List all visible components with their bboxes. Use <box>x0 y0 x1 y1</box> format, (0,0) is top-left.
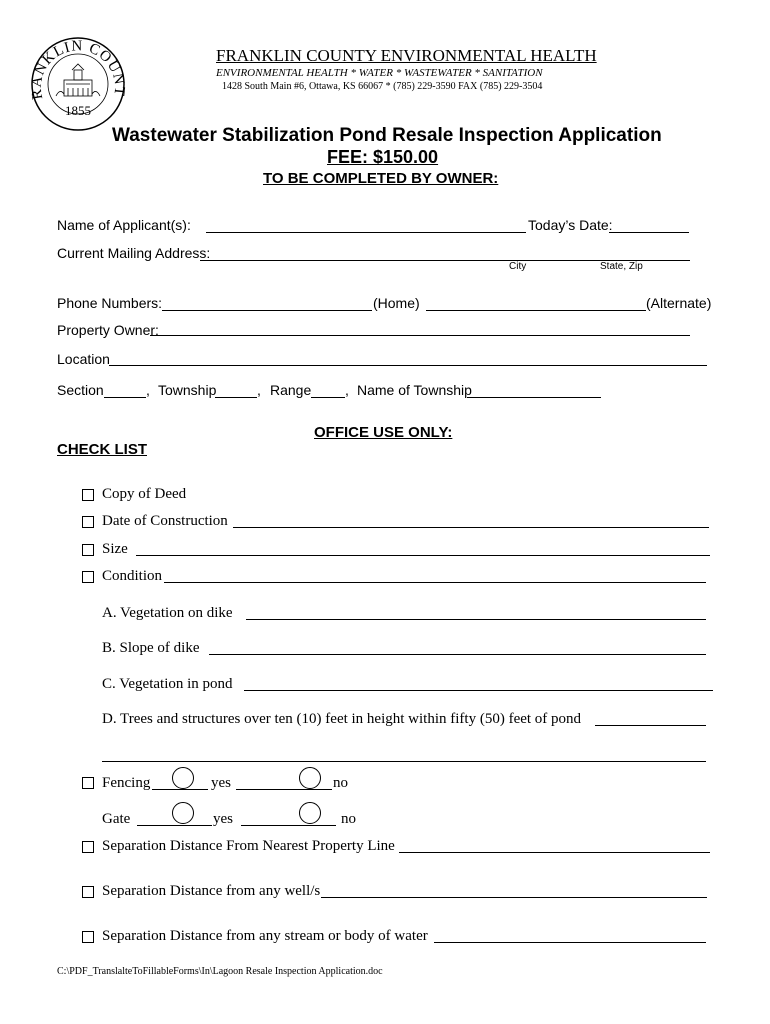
vegetation-dike-field[interactable] <box>246 619 706 620</box>
date-of-construction-field[interactable] <box>233 527 709 528</box>
township-name-field[interactable] <box>467 397 601 398</box>
owner-label: Property Owner: <box>57 322 159 338</box>
sep-well-label: Separation Distance from any well/s <box>102 883 321 899</box>
township-field[interactable] <box>215 397 257 398</box>
fee-label: FEE: $150.00 <box>327 147 439 167</box>
office-use-heading: OFFICE USE ONLY: <box>314 424 453 441</box>
section-field[interactable] <box>104 397 146 398</box>
trees-field-2[interactable] <box>102 761 706 762</box>
alternate-label: (Alternate) <box>646 295 712 311</box>
fencing-yes-line <box>152 789 208 790</box>
alternate-phone-field[interactable] <box>426 310 646 311</box>
owner-note: TO BE COMPLETED BY OWNER: <box>263 170 499 187</box>
vegetation-dike-label: A. Vegetation on dike <box>102 605 233 621</box>
city-label: City <box>509 261 527 272</box>
sep-stream-label: Separation Distance from any stream or body of water <box>102 928 428 944</box>
condition-field[interactable] <box>164 582 706 583</box>
page-title: Wastewater Stabilization Pond Resale Inspection Application <box>112 125 662 146</box>
sep-property-label: Separation Distance From Nearest Property Line <box>102 838 395 854</box>
trees-field-1[interactable] <box>595 725 706 726</box>
range-separator: , <box>345 382 349 398</box>
range-label: Range <box>270 382 312 398</box>
location-field[interactable] <box>109 365 707 366</box>
fencing-checkbox[interactable] <box>82 777 94 789</box>
vegetation-pond-field[interactable] <box>244 690 713 691</box>
org-address: 1428 South Main #6, Ottawa, KS 66067 * (785) 229-3590 FAX (785) 229-3504 <box>222 81 543 92</box>
applicant-label: Name of Applicant(s): <box>57 217 191 233</box>
seal-graphic <box>30 36 126 132</box>
slope-dike-field[interactable] <box>209 654 706 655</box>
state-zip-label: State, Zip <box>600 261 643 272</box>
fencing-yes-radio[interactable] <box>172 767 194 789</box>
gate-yes-radio[interactable] <box>172 802 194 824</box>
applicant-field[interactable] <box>206 232 526 233</box>
size-label: Size <box>102 541 128 557</box>
file-path-footer: C:\PDF_TranslalteToFillableForms\In\Lagoon Resale Inspection Application.doc <box>57 966 383 977</box>
mailing-label: Current Mailing Address: <box>57 245 211 261</box>
seal-top-text: RANKLIN COUNT <box>30 38 126 101</box>
condition-checkbox[interactable] <box>82 571 94 583</box>
size-checkbox[interactable] <box>82 544 94 556</box>
home-phone-field[interactable] <box>162 310 372 311</box>
checklist-heading: CHECK LIST <box>57 441 147 458</box>
gate-label: Gate <box>102 811 131 827</box>
section-label: Section <box>57 382 104 398</box>
trees-label: D. Trees and structures over ten (10) feet in height within fifty (50) feet of pond <box>102 711 582 727</box>
home-label: (Home) <box>373 295 420 311</box>
range-field[interactable] <box>311 397 345 398</box>
gate-no-label: no <box>341 811 356 827</box>
sep-stream-field[interactable] <box>434 942 706 943</box>
fencing-label: Fencing <box>102 775 151 791</box>
sep-stream-checkbox[interactable] <box>82 931 94 943</box>
township-label: Township <box>158 382 217 398</box>
township-name-label: Name of Township <box>357 382 472 398</box>
fencing-no-line <box>236 789 332 790</box>
location-label: Location <box>57 351 110 367</box>
seal-year: 1855 <box>65 103 91 118</box>
township-separator: , <box>257 382 261 398</box>
org-tagline: ENVIRONMENTAL HEALTH * WATER * WASTEWATER * SANITATION <box>216 67 543 79</box>
date-of-construction-label: Date of Construction <box>102 513 228 529</box>
fencing-yes-label: yes <box>211 775 231 791</box>
fencing-no-label: no <box>333 775 348 791</box>
fencing-no-radio[interactable] <box>299 767 321 789</box>
date-of-construction-checkbox[interactable] <box>82 516 94 528</box>
vegetation-pond-label: C. Vegetation in pond <box>102 676 233 692</box>
date-field[interactable] <box>609 232 689 233</box>
size-field[interactable] <box>136 555 710 556</box>
owner-field[interactable] <box>150 335 690 336</box>
sep-property-checkbox[interactable] <box>82 841 94 853</box>
slope-dike-label: B. Slope of dike <box>102 640 200 656</box>
copy-of-deed-checkbox[interactable] <box>82 489 94 501</box>
copy-of-deed-label: Copy of Deed <box>102 486 187 502</box>
condition-label: Condition <box>102 568 163 584</box>
gate-no-radio[interactable] <box>299 802 321 824</box>
gate-yes-label: yes <box>213 811 233 827</box>
gate-no-line <box>241 825 336 826</box>
sep-well-field[interactable] <box>321 897 707 898</box>
gate-yes-line <box>137 825 212 826</box>
org-name: FRANKLIN COUNTY ENVIRONMENTAL HEALTH <box>216 46 597 65</box>
sep-property-field[interactable] <box>399 852 710 853</box>
date-label: Today’s Date: <box>528 217 613 233</box>
county-seal <box>30 36 126 132</box>
section-separator: , <box>146 382 150 398</box>
phone-label: Phone Numbers: <box>57 295 163 311</box>
sep-well-checkbox[interactable] <box>82 886 94 898</box>
